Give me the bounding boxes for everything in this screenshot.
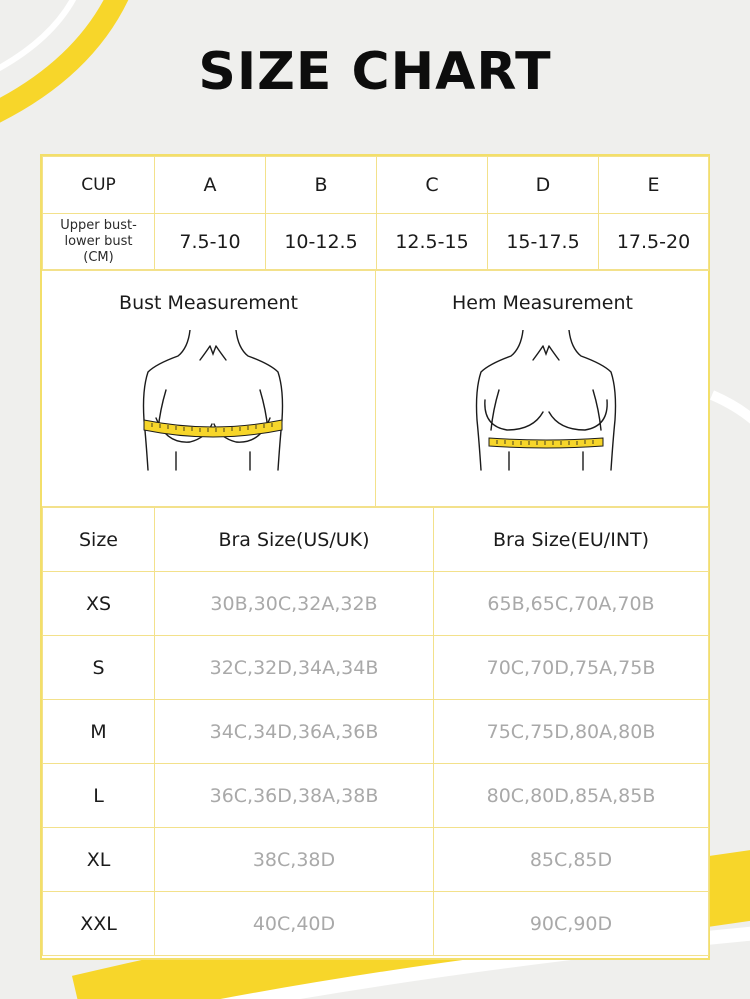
cup-header-row — [43, 157, 709, 214]
range-row-label — [43, 214, 155, 271]
table-row — [43, 700, 709, 764]
hem-measurement-label: Hem Measurement — [452, 292, 633, 314]
cup-header-label: CUP — [43, 157, 155, 214]
cup-c: C — [377, 157, 488, 214]
size-cell: XXL — [43, 892, 155, 956]
us-uk-cell: 30B,30C,32A,32B — [155, 572, 434, 636]
us-uk-column-header: Bra Size(US/UK) — [155, 508, 434, 572]
cup-range-row — [43, 214, 709, 271]
bust-measurement-panel — [42, 270, 375, 506]
eu-int-cell: 85C,85D — [434, 828, 709, 892]
table-row — [43, 572, 709, 636]
eu-int-cell: 65B,65C,70A,70B — [434, 572, 709, 636]
us-uk-cell: 32C,32D,34A,34B — [155, 636, 434, 700]
bust-measurement-label: Bust Measurement — [119, 292, 298, 314]
size-column-header: Size — [43, 508, 155, 572]
table-row — [43, 636, 709, 700]
us-uk-cell: 38C,38D — [155, 828, 434, 892]
eu-int-cell: 90C,90D — [434, 892, 709, 956]
range-b: 10-12.5 — [266, 214, 377, 271]
eu-int-cell: 75C,75D,80A,80B — [434, 700, 709, 764]
range-a: 7.5-10 — [155, 214, 266, 271]
size-chart-sheet — [40, 154, 710, 960]
size-cell: M — [43, 700, 155, 764]
eu-int-column-header: Bra Size(EU/INT) — [434, 508, 709, 572]
range-row-label-line: Upper bust- — [60, 218, 137, 233]
us-uk-cell: 40C,40D — [155, 892, 434, 956]
range-e: 17.5-20 — [599, 214, 709, 271]
table-row — [43, 892, 709, 956]
eu-int-cell: 70C,70D,75A,75B — [434, 636, 709, 700]
measurement-guide — [42, 269, 708, 507]
range-d: 15-17.5 — [488, 214, 599, 271]
eu-int-cell: 80C,80D,85A,85B — [434, 764, 709, 828]
cup-d: D — [488, 157, 599, 214]
size-cell: S — [43, 636, 155, 700]
bust-tape-icon — [138, 330, 288, 490]
range-row-label-line: (CM) — [83, 250, 114, 265]
table-row — [43, 828, 709, 892]
size-cell: XS — [43, 572, 155, 636]
size-table-header — [43, 508, 709, 572]
us-uk-cell: 36C,36D,38A,38B — [155, 764, 434, 828]
size-cell: L — [43, 764, 155, 828]
bra-size-table — [42, 507, 709, 956]
hem-measurement-panel — [375, 270, 709, 506]
cup-e: E — [599, 157, 709, 214]
cup-b: B — [266, 157, 377, 214]
range-c: 12.5-15 — [377, 214, 488, 271]
cup-range-table — [42, 156, 709, 271]
size-cell: XL — [43, 828, 155, 892]
range-row-label-line: lower bust — [64, 234, 133, 249]
us-uk-cell: 34C,34D,36A,36B — [155, 700, 434, 764]
page-title: SIZE CHART — [198, 42, 552, 102]
table-row — [43, 764, 709, 828]
hem-tape-icon — [471, 330, 621, 490]
cup-a: A — [155, 157, 266, 214]
